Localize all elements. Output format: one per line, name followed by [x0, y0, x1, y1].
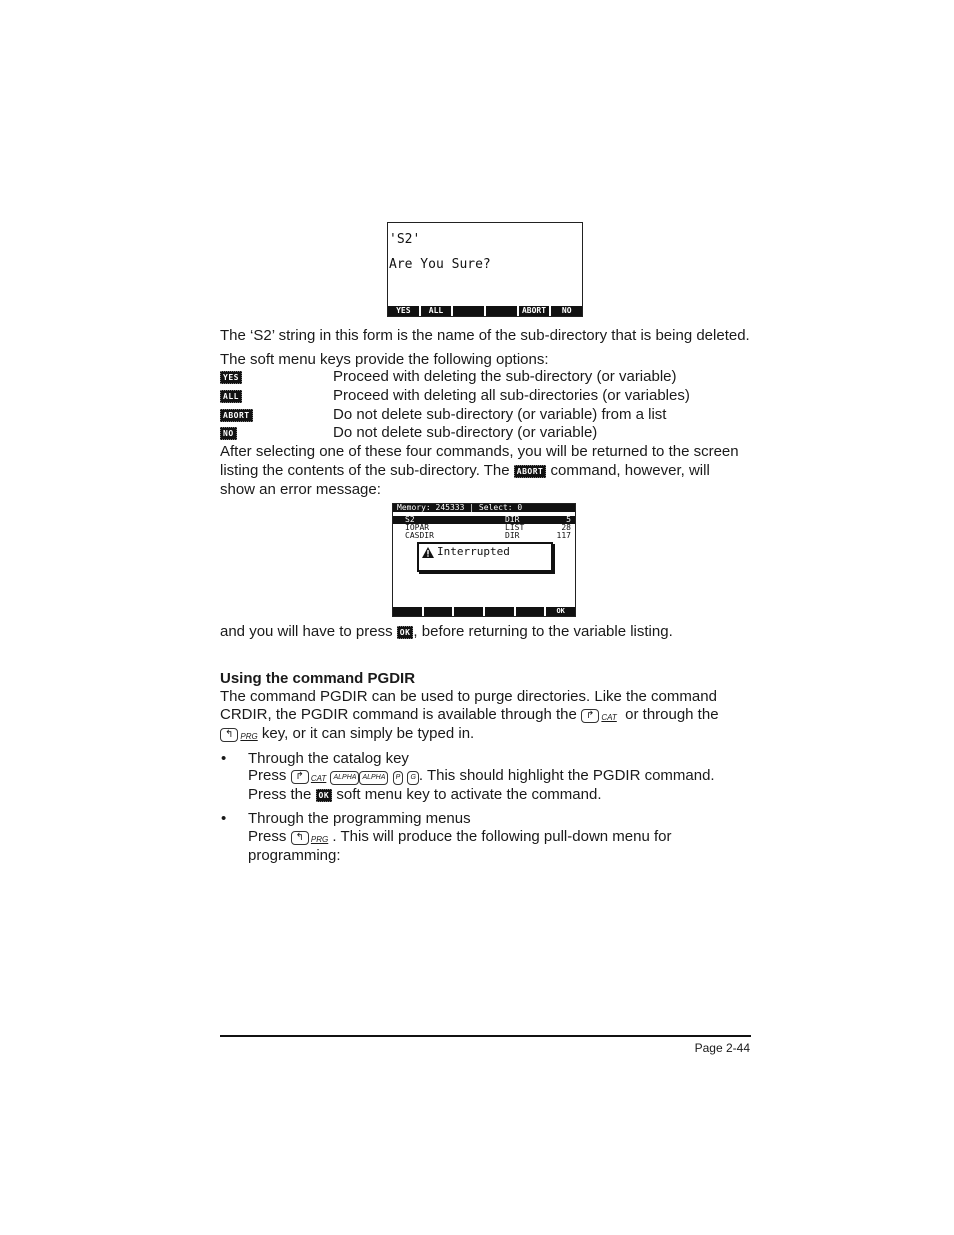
prg-key-label: PRG — [310, 835, 329, 844]
bullet-title-programming: Through the programming menus — [248, 810, 471, 827]
calculator-screen-confirm — [387, 222, 583, 317]
yes-softkey-icon: YES — [220, 371, 242, 384]
ok-softkey-icon: OK — [397, 626, 414, 639]
paragraph-after-selecting-3: show an error message: — [220, 481, 381, 498]
page-number: Page 2-44 — [694, 1041, 750, 1055]
abort-softkey-icon: ABORT — [220, 409, 253, 422]
calculator-screen-interrupted — [392, 503, 576, 617]
softkey-all: ALL — [421, 306, 452, 316]
bullet-catalog-ok — [248, 786, 602, 804]
option-row-all — [220, 387, 242, 405]
softkey-no: NO — [551, 306, 582, 316]
text-segment: listing the contents of the sub-directory. The — [220, 462, 510, 479]
variable-name: CASDIR — [405, 531, 434, 540]
option-row-no — [220, 424, 237, 442]
bullet-catalog-keys — [248, 767, 715, 788]
screen-line-question: Are You Sure? — [389, 257, 491, 272]
option-row-abort — [220, 406, 253, 424]
bullet-marker: • — [221, 810, 227, 827]
variable-size: 5 — [566, 515, 571, 524]
paragraph-after-selecting-2 — [220, 462, 710, 480]
variable-type: LIST — [505, 523, 525, 532]
paragraph-pgdir-1: The command PGDIR can be used to purge directories. Like the command — [220, 688, 717, 705]
alpha-key-icon: ALPHA — [330, 771, 359, 785]
softkey-abort: ABORT — [519, 306, 550, 316]
right-shift-key-icon: ↱ — [581, 709, 599, 723]
all-softkey-icon: ALL — [220, 390, 242, 403]
option-text-yes: Proceed with deleting the sub-directory (or variable) — [333, 368, 677, 385]
left-shift-key-icon: ↰ — [220, 728, 238, 742]
left-shift-key-icon: ↰ — [291, 831, 309, 845]
cat-key-label: CAT — [601, 713, 617, 722]
softkey-blank-2 — [424, 607, 453, 616]
softkey-blank-3 — [454, 607, 483, 616]
text-segment: command, however, will — [550, 462, 710, 479]
text-segment: or through the — [625, 706, 719, 723]
soft-menu-bar — [388, 306, 582, 316]
right-shift-key-icon: ↱ — [291, 770, 309, 784]
text-segment: . This should highlight the PGDIR command. — [418, 767, 715, 784]
paragraph-press-ok — [220, 623, 673, 641]
softkey-blank-1 — [393, 607, 422, 616]
memory-status-bar: Memory: 245333 | Select: 0 — [393, 504, 575, 512]
variable-name: IOPAR — [405, 523, 430, 532]
text-segment: and you will have to press — [220, 623, 393, 640]
text-segment: CRDIR, the PGDIR command is available through the — [220, 706, 577, 723]
abort-softkey-icon: ABORT — [514, 465, 547, 478]
soft-menu-bar — [393, 607, 575, 616]
bullet-programming-tail: programming: — [248, 847, 341, 864]
softkey-blank-5 — [516, 607, 545, 616]
paragraph-pgdir-3 — [220, 725, 474, 746]
alpha-key-icon: ALPHA — [359, 771, 388, 785]
text-segment: soft menu key to activate the command. — [336, 786, 602, 803]
softkey-yes: YES — [388, 306, 419, 316]
text-segment: key, or it can simply be typed in. — [261, 725, 475, 742]
prg-key-label: PRG — [240, 732, 258, 741]
paragraph-pgdir-2 — [220, 706, 719, 727]
paragraph-soft-menu-intro: The soft menu keys provide the following options: — [220, 351, 549, 368]
bullet-programming-keys — [248, 828, 671, 849]
warning-icon — [422, 547, 434, 558]
text-segment: Press — [248, 767, 287, 784]
variable-row — [393, 532, 575, 540]
softkey-ok: OK — [546, 607, 575, 616]
text-segment: , before returning to the variable listing. — [413, 623, 673, 640]
p-key-icon: P — [393, 771, 404, 785]
softkey-blank-4 — [486, 306, 517, 316]
text-segment: Press the — [248, 786, 312, 803]
paragraph-s2-string: The ‘S2’ string in this form is the name of the sub-directory that is being deleted. — [220, 327, 750, 344]
bullet-marker: • — [221, 750, 227, 767]
variable-type: DIR — [505, 515, 520, 524]
cat-key-label: CAT — [310, 774, 327, 783]
softkey-blank-4 — [485, 607, 514, 616]
variable-name: S2 — [405, 515, 415, 524]
text-segment: Press — [248, 828, 287, 845]
variable-size: 117 — [556, 531, 571, 540]
softkey-blank-3 — [453, 306, 484, 316]
bullet-title-catalog: Through the catalog key — [248, 750, 409, 767]
screen-line-name: 'S2' — [389, 232, 421, 247]
option-text-abort: Do not delete sub-directory (or variable) from a list — [333, 406, 667, 423]
interrupted-dialog — [417, 542, 553, 572]
no-softkey-icon: NO — [220, 427, 237, 440]
text-segment: . This will produce the following pull-down menu for — [332, 828, 672, 845]
footer-rule — [220, 1035, 751, 1037]
ok-softkey-icon: OK — [316, 789, 333, 802]
option-row-yes — [220, 368, 242, 386]
section-heading: Using the command PGDIR — [220, 670, 416, 687]
g-key-icon: G — [407, 771, 418, 785]
variable-type: DIR — [505, 531, 520, 540]
paragraph-after-selecting-1: After selecting one of these four commands, you will be returned to the screen — [220, 443, 739, 460]
variable-size: 28 — [561, 523, 571, 532]
dialog-message: Interrupted — [437, 545, 510, 558]
option-text-all: Proceed with deleting all sub-directories (or variables) — [333, 387, 690, 404]
option-text-no: Do not delete sub-directory (or variable) — [333, 424, 598, 441]
